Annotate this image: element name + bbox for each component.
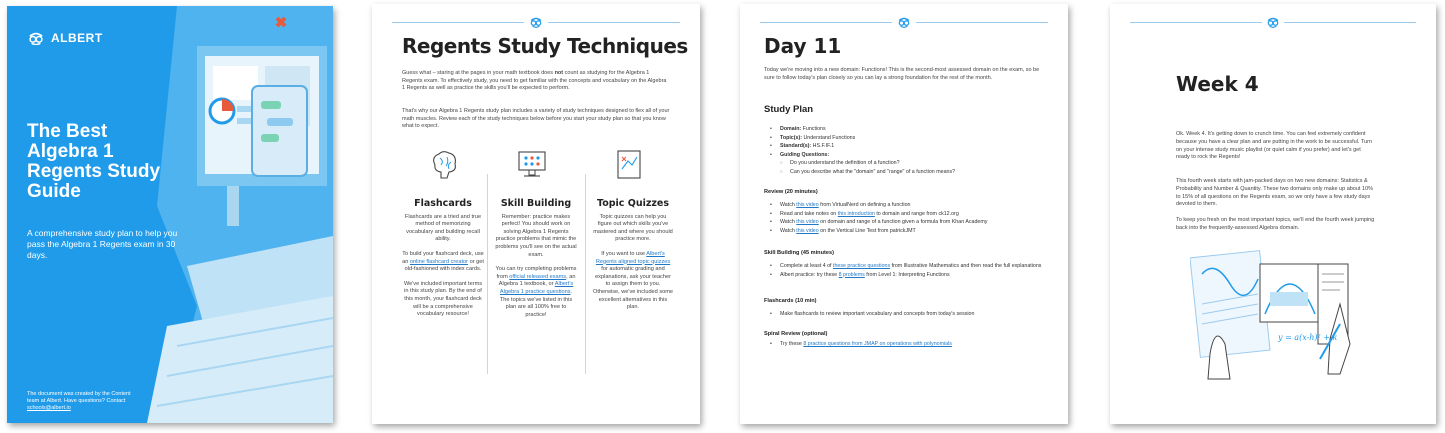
week-paragraph-1: Ok. Week 4. It's getting down to crunch time. You can feel extremely confident because you have a clear plan and are putting in the work to be successful. Turn on your intense study music playlist (or quiet calm if you prefer) and let's get ready to rock the Regents! — [1176, 131, 1372, 161]
formula-text: y = a(x-h)² + k — [1278, 333, 1338, 342]
list-item: • Domain: Functions — [768, 125, 1058, 134]
skill-building-column: Skill Building Remember: practice makes perfect! You should work on solving Algebra 1 Regents practice problems that mimic the problems you'll see on the actual exam. You can try completing problems from official released exams, an Algebra 1 textbook, or Albert's Algebra 1 practice questions. The topics we've listed in this plan are all 100% free to practice! — [495, 198, 577, 318]
spiral-list — [768, 340, 1058, 349]
plan-list — [768, 125, 1058, 176]
page-header — [372, 16, 700, 26]
review-list — [768, 201, 1058, 235]
review-heading: Review (20 minutes) — [764, 189, 818, 195]
list-item: • Topic(s): Understand Functions — [768, 134, 1058, 143]
albert-logo — [27, 31, 103, 45]
divider — [487, 174, 488, 374]
cover-subtitle: A comprehensive study plan to help you pass the Algebra 1 Regents exam in 30 days. — [27, 228, 178, 260]
day11-page — [740, 4, 1068, 424]
week-paragraph-3: To keep you fresh on the most important topics, we'll end the fourth week jumping back into the frequently-assessed Algebra domain. — [1176, 217, 1375, 231]
flashcards-heading: Flashcards (10 min) — [764, 298, 817, 304]
page-title: Week 4 — [1176, 72, 1259, 96]
video-link[interactable]: this video — [796, 202, 819, 208]
page-header — [1110, 16, 1436, 26]
week-paragraph-2: This fourth week starts with jam-packed days on two new domains: Statistics & Probability and Number & Quantity. These two domains only make up about 10% to 15% of all questions on the Regents exam, so we only have a few study days devoted to them. — [1176, 178, 1373, 208]
intro-paragraph-2: That's why our Algebra 1 Regents study plan includes a variety of study techniques designed to flex all of your math muscles. Review each of the study techniques below before you start your study plan so that you know what to expect. — [402, 108, 670, 130]
cover-illustration — [137, 6, 333, 423]
page-header — [740, 16, 1068, 26]
page-title: Day 11 — [764, 34, 842, 58]
study-illustration — [1190, 244, 1360, 384]
released-exams-link[interactable]: official released exams — [509, 273, 567, 280]
practice-questions-link[interactable]: these practice questions — [833, 263, 891, 269]
week4-page — [1110, 4, 1436, 424]
spiral-review-heading: Spiral Review (optional) — [764, 331, 828, 337]
video-link[interactable]: this video — [796, 219, 819, 225]
topic-quizzes-link[interactable]: Albert's Regents aligned topic quizzes — [595, 250, 671, 265]
problems-link[interactable]: 8 problems — [838, 271, 865, 278]
quiz-icon — [612, 147, 646, 181]
page-title: Regents Study Techniques — [402, 34, 688, 58]
list-item: • Complete at least 4 of these practice questions from Illustrative Mathematics and then read the full explanations — [768, 262, 1058, 271]
list-item: ○ Can you describe what the "domain" and "range" of a function means? — [768, 168, 1058, 177]
jmap-link[interactable]: 8 practice questions from JMAP on operations with polynomials — [803, 341, 952, 347]
owl-logo-icon — [1266, 16, 1280, 28]
flashcard-creator-link[interactable]: online flashcard creator — [409, 258, 469, 265]
list-item: • Standard(s): HS.F.IF.1 — [768, 142, 1058, 151]
logo-text: ALBERT — [51, 31, 103, 45]
column-heading: Topic Quizzes — [597, 198, 669, 209]
list-item: • Read and take notes on this introduction to domain and range from ck12.org — [768, 210, 1058, 219]
list-item: • Albert practice: try these 8 problems from Level 1: Interpreting Functions — [768, 271, 1058, 280]
cover-title: The Best Algebra 1 Regents Study Guide — [27, 121, 161, 202]
owl-logo-icon — [27, 31, 45, 45]
flashcards-list — [768, 310, 1058, 319]
list-item: • Guiding Questions: — [768, 151, 1058, 160]
column-heading: Flashcards — [414, 198, 472, 209]
cover-footer — [27, 391, 142, 412]
list-item: ○ Do you understand the definition of a function? — [768, 159, 1058, 168]
owl-logo-icon — [529, 16, 543, 28]
column-heading: Skill Building — [500, 198, 572, 209]
brain-icon — [427, 147, 461, 181]
flashcards-column: Flashcards Flashcards are a tried and true method of memorizing vocabulary and building recall ability. To build your flashcard deck, use an online flashcard creator or get old-fashioned with index cards. We've included important terms in this study plan. By the end of this month, your flashcard deck will be a comprehensive vocabulary resource! — [402, 198, 484, 318]
computer-icon — [515, 147, 549, 181]
list-item: • Watch this video on the Vertical Line Test from patrickJMT — [768, 227, 1058, 236]
intro-paragraph-1: Guess what – staring at the pages in your math textbook does not count as studying for the Algebra 1 Regents exam. To effectively study, you need to get familiar with the concepts and vocabulary on the Algebra 1 Regents as well as practice the skills you'll be expected to perform. — [402, 70, 667, 92]
owl-logo-icon — [897, 16, 911, 28]
study-plan-heading: Study Plan — [764, 104, 814, 115]
footer-text: The document was created by the Content team at Albert. Have questions? Contact — [27, 391, 131, 404]
introduction-link[interactable]: this introduction — [837, 210, 875, 217]
list-item: • Watch this video on domain and range of a function given a formula from Khan Academy — [768, 218, 1058, 227]
list-item: • Watch this video from VirtualNerd on defining a function — [768, 201, 1058, 210]
practice-questions-link[interactable]: Albert's Algebra 1 practice questions — [499, 281, 574, 295]
skill-list — [768, 262, 1058, 279]
topic-quizzes-column: Topic Quizzes Topic quizzes can help you figure out which skills you've mastered and where you should practice more. If you want to use Albert's Regents aligned topic quizzes for automatic grading and explanations, ask your teacher to assign them to you. Otherwise, we've included some excellent alternatives in this plan. — [592, 198, 674, 311]
day-intro: Today we're moving into a new domain: Functions! This is the second-most assessed domain on the exam, so be sure to follow today's plan closely so you can lay a strong foundation for the rest of the month. — [764, 67, 1040, 81]
divider — [585, 174, 586, 374]
list-item: • Make flashcards to review important vocabulary and concepts from today's session — [768, 310, 1058, 319]
contact-email-link[interactable]: schools@albert.io — [27, 405, 71, 411]
skill-building-heading: Skill Building (45 minutes) — [764, 250, 834, 256]
list-item: • Try these 8 practice questions from JMAP on operations with polynomials — [768, 340, 1058, 349]
cover-page — [7, 6, 333, 423]
video-link[interactable]: this video — [796, 227, 819, 234]
techniques-page — [372, 4, 700, 424]
